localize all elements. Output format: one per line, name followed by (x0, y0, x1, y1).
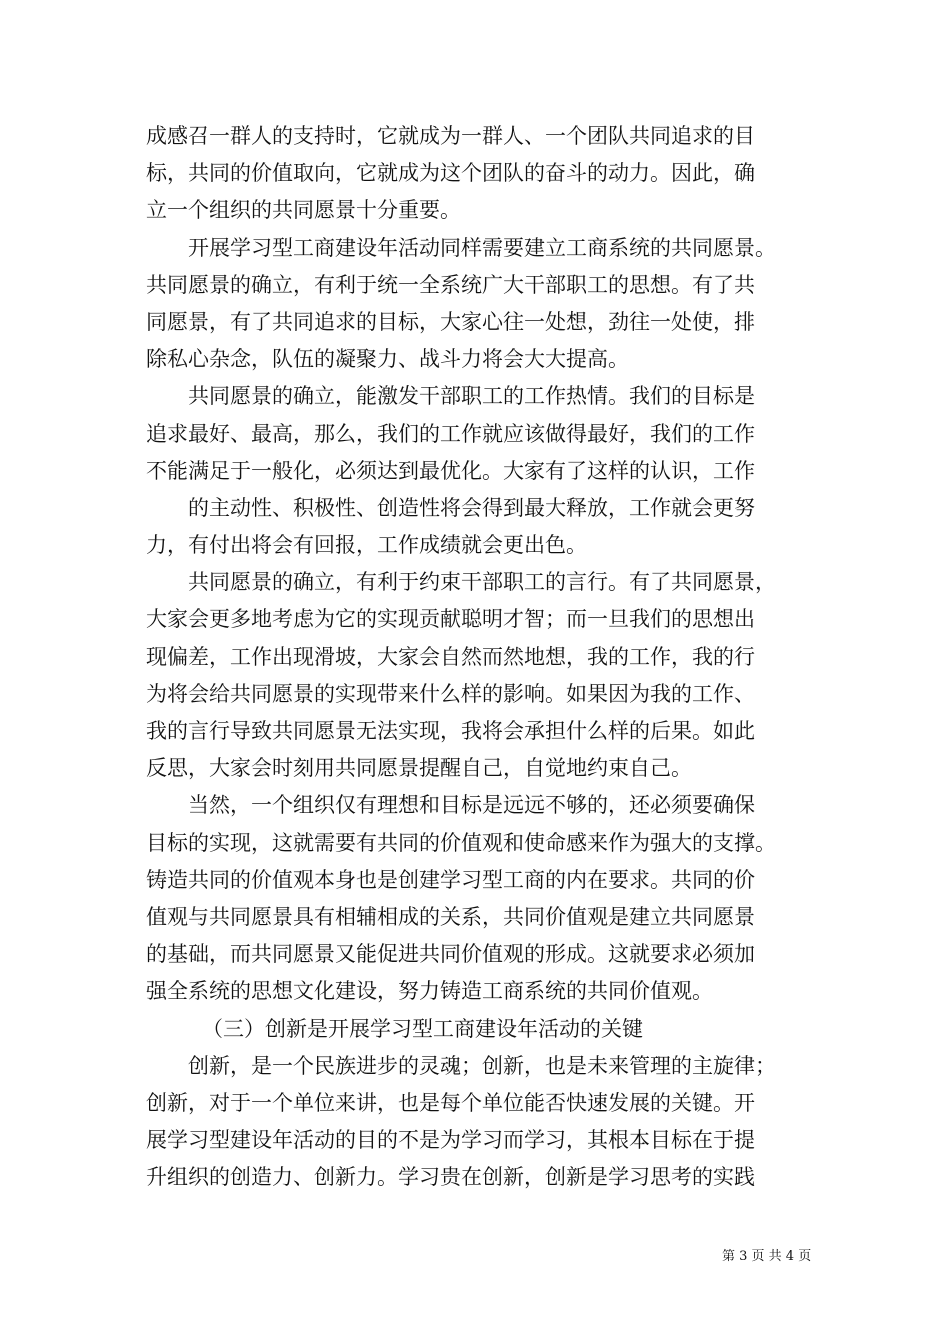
text-line: 强全系统的思想文化建设，努力铸造工商系统的共同价值观。 (146, 979, 713, 1004)
text-line: 力，有付出将会有回报，工作成绩就会更出色。 (146, 533, 587, 558)
paragraph-start-line: 共同愿景的确立，有利于约束干部职工的言行。有了共同愿景， (188, 570, 776, 595)
text-line: 目标的实现，这就需要有共同的价值观和使命感来作为强大的支撑。 (146, 830, 776, 855)
paragraph-start-line: 开展学习型工商建设年活动同样需要建立工商系统的共同愿景。 (188, 235, 776, 260)
text-line: 共同愿景的确立，有利于统一全系统广大干部职工的思想。有了共 (146, 272, 755, 297)
paragraph-start-line: 当然，一个组织仅有理想和目标是远远不够的，还必须要确保 (188, 793, 755, 818)
text-line: 反思，大家会时刻用共同愿景提醒自己，自觉地约束自己。 (146, 756, 692, 781)
text-line: 的主动性、积极性、创造性将会得到最大释放，工作就会更努 (188, 495, 755, 520)
text-line: 为将会给共同愿景的实现带来什么样的影响。如果因为我的工作、 (146, 681, 755, 706)
body-text (146, 118, 816, 1196)
text-line: 值观与共同愿景具有相辅相成的关系，共同价值观是建立共同愿景 (146, 904, 755, 929)
text-line: 追求最好、最高，那么，我们的工作就应该做得最好，我们的工作 (146, 421, 755, 446)
paragraph-start-line: 创新，是一个民族进步的灵魂；创新，也是未来管理的主旋律； (188, 1053, 776, 1078)
text-line: 升组织的创造力、创新力。学习贵在创新，创新是学习思考的实践 (146, 1165, 755, 1190)
text-line: 除私心杂念，队伍的凝聚力、战斗力将会大大提高。 (146, 347, 629, 372)
text-line: 同愿景，有了共同追求的目标，大家心往一处想，劲往一处使，排 (146, 309, 755, 334)
text-line: 成感召一群人的支持时，它就成为一群人、一个团队共同追求的目 (146, 124, 755, 148)
section-heading: （三）创新是开展学习型工商建设年活动的关键 (202, 1016, 643, 1041)
text-line: 创新，对于一个单位来讲，也是每个单位能否快速发展的关键。开 (146, 1090, 755, 1115)
text-line: 的基础，而共同愿景又能促进共同价值观的形成。这就要求必须加 (146, 942, 755, 967)
text-line: 立一个组织的共同愿景十分重要。 (146, 198, 461, 223)
page-number-footer: 第 3 页 共 4 页 (722, 1249, 812, 1264)
text-line: 大家会更多地考虑为它的实现贡献聪明才智；而一旦我们的思想出 (146, 607, 755, 632)
text-line: 我的言行导致共同愿景无法实现，我将会承担什么样的后果。如此 (146, 719, 755, 743)
text-line: 铸造共同的价值观本身也是创建学习型工商的内在要求。共同的价 (146, 867, 755, 892)
text-line: 不能满足于一般化，必须达到最优化。大家有了这样的认识，工作 (146, 458, 755, 483)
text-line: 标，共同的价值取向，它就成为这个团队的奋斗的动力。因此，确 (146, 161, 755, 186)
text-line: 现偏差，工作出现滑坡，大家会自然而然地想，我的工作，我的行 (146, 644, 755, 669)
paragraph-start-line: 共同愿景的确立，能激发干部职工的工作热情。我们的目标是 (188, 384, 755, 409)
text-line: 展学习型建设年活动的目的不是为学习而学习，其根本目标在于提 (146, 1128, 755, 1153)
